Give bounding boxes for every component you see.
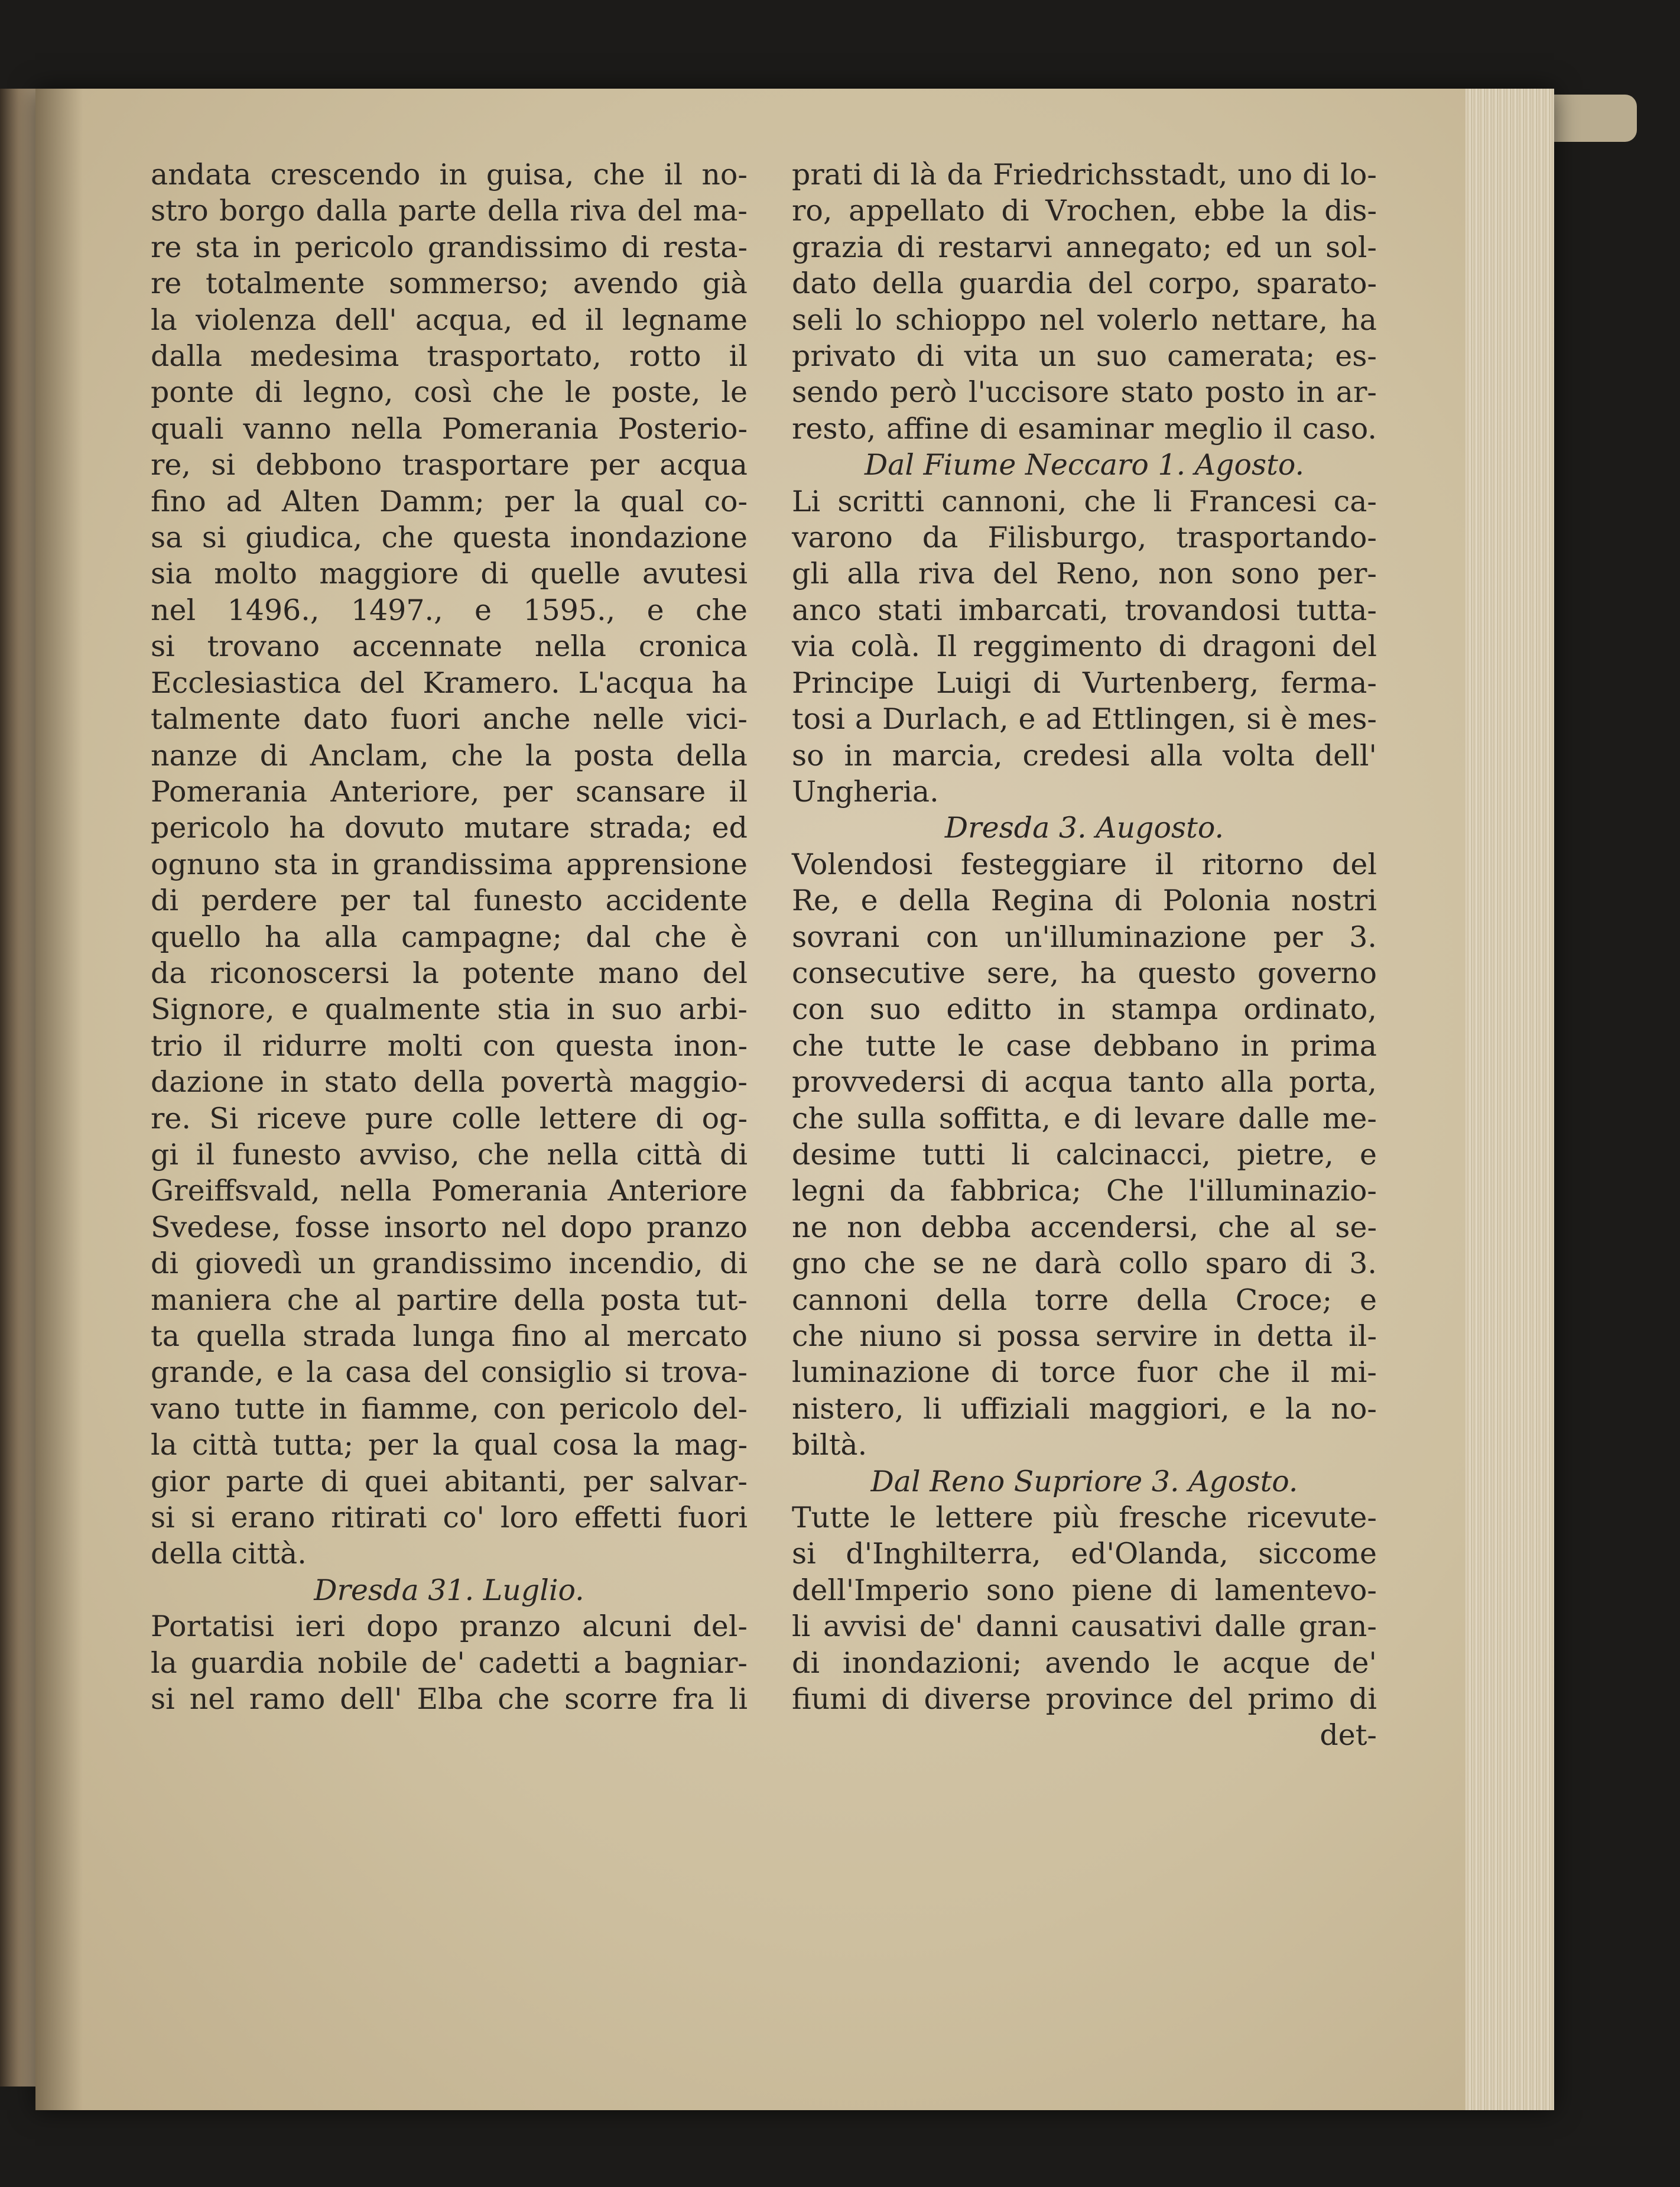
text-line: ognuno sta in grandissima apprensione <box>151 847 748 881</box>
text-line: resto, affine di esaminar meglio il caso. <box>792 411 1377 446</box>
text-line: della città. <box>151 1537 307 1571</box>
text-line: dell'Imperio sono piene di lamentevo- <box>792 1573 1377 1607</box>
text-line: si trovano accennate nella cronica <box>151 630 748 664</box>
dateline-dresda-agosto: Dresda 3. Augosto. <box>944 811 1224 845</box>
text-line: via colà. Il reggimento di dragoni del <box>792 630 1377 664</box>
text-line: re. Si riceve pure colle lettere di og- <box>151 1101 748 1135</box>
text-line: varono da Filisburgo, trasportando- <box>792 521 1377 555</box>
text-line: Re, e della Regina di Polonia nostri <box>792 884 1377 918</box>
text-line: seli lo schioppo nel volerlo nettare, ha <box>792 303 1377 337</box>
text-line: sia molto maggiore di quelle avutesi <box>151 557 748 591</box>
text-line: gior parte di quei abitanti, per salvar- <box>151 1464 748 1498</box>
text-line: anco stati imbarcati, trovandosi tutta- <box>792 593 1377 627</box>
text-line: privato di vita un suo camerata; es- <box>792 339 1377 374</box>
text-line: fiumi di diverse province del primo di <box>792 1682 1377 1716</box>
text-line: Ungheria. <box>792 774 939 809</box>
left-column <box>151 157 748 1717</box>
text-line: ponte di legno, così che le poste, le <box>151 375 748 410</box>
text-line: la città tutta; per la qual cosa la mag- <box>151 1428 748 1462</box>
text-line: provvedersi di acqua tanto alla porta, <box>792 1065 1377 1099</box>
text-line: Greiffsvald, nella Pomerania Anteriore <box>151 1174 748 1208</box>
text-line: gli alla riva del Reno, non sono per- <box>792 557 1377 591</box>
text-line: Svedese, fosse insorto nel dopo pranzo <box>151 1210 748 1244</box>
text-line: nanze di Anclam, che la posta della <box>151 738 748 773</box>
text-line: si d'Inghilterra, ed'Olanda, siccome <box>792 1537 1377 1571</box>
text-line: gi il funesto avviso, che nella città di <box>151 1137 748 1172</box>
text-line: Portatisi ieri dopo pranzo alcuni del- <box>151 1610 748 1644</box>
text-line: la violenza dell' acqua, ed il legname <box>151 303 748 337</box>
text-line: con suo editto in stampa ordinato, <box>792 992 1377 1027</box>
text-line: andata crescendo in guisa, che il no- <box>151 158 748 192</box>
text-line: trio il ridurre molti con questa inon- <box>151 1028 748 1063</box>
text-line: di giovedì un grandissimo incendio, di <box>151 1247 748 1281</box>
catchword: det- <box>1320 1718 1377 1753</box>
text-line: grande, e la casa del consiglio si trova- <box>151 1355 748 1390</box>
text-line: consecutive sere, ha questo governo <box>792 956 1377 990</box>
text-line: Volendosi festeggiare il ritorno del <box>792 847 1377 881</box>
text-line: Principe Luigi di Vurtenberg, ferma- <box>792 666 1377 700</box>
text-line: dazione in stato della povertà maggio- <box>151 1065 748 1099</box>
text-line: Li scritti cannoni, che li Francesi ca- <box>792 484 1377 518</box>
text-line: talmente dato fuori anche nelle vici- <box>151 702 748 736</box>
text-line: so in marcia, credesi alla volta dell' <box>792 738 1377 773</box>
text-line: dalla medesima trasportato, rotto il <box>151 339 748 374</box>
text-line: quali vanno nella Pomerania Posterio- <box>151 411 748 446</box>
text-line: la guardia nobile de' cadetti a bagniar- <box>151 1646 748 1680</box>
text-line: pericolo ha dovuto mutare strada; ed <box>151 811 748 845</box>
dateline-dresda-luglio: Dresda 31. Luglio. <box>314 1573 584 1607</box>
text-line: ta quella strada lunga fino al mercato <box>151 1319 748 1353</box>
text-line: prati di là da Friedrichsstadt, uno di lo- <box>792 158 1377 192</box>
text-line: vano tutte in fiamme, con pericolo del- <box>151 1391 748 1426</box>
text-line: nistero, li uffiziali maggiori, e la no- <box>792 1391 1377 1426</box>
text-line: dato della guardia del corpo, sparato- <box>792 267 1377 301</box>
right-column <box>792 157 1377 1754</box>
text-line: Pomerania Anteriore, per scansare il <box>151 774 748 809</box>
text-line: ro, appellato di Vrochen, ebbe la dis- <box>792 194 1377 228</box>
text-line: si nel ramo dell' Elba che scorre fra li <box>151 1682 748 1716</box>
text-line: re sta in pericolo grandissimo di resta- <box>151 230 748 264</box>
text-line: re, si debbono trasportare per acqua <box>151 448 748 482</box>
text-line: grazia di restarvi annegato; ed un sol- <box>792 230 1377 264</box>
text-line: di inondazioni; avendo le acque de' <box>792 1646 1377 1680</box>
text-line: legni da fabbrica; Che l'illuminazio- <box>792 1174 1377 1208</box>
text-line: gno che se ne darà collo sparo di 3. <box>792 1247 1377 1281</box>
text-line: che niuno si possa servire in detta il- <box>792 1319 1377 1353</box>
text-line: maniera che al partire della posta tut- <box>151 1283 748 1317</box>
text-line: di perdere per tal funesto accidente <box>151 884 748 918</box>
text-line: fino ad Alten Damm; per la qual co- <box>151 484 748 518</box>
text-line: ne non debba accendersi, che al se- <box>792 1210 1377 1244</box>
text-line: tosi a Durlach, e ad Ettlingen, si è mes- <box>792 702 1377 736</box>
text-line: nel 1496., 1497., e 1595., e che <box>151 593 748 627</box>
text-line: sa si giudica, che questa inondazione <box>151 521 748 555</box>
text-line: Ecclesiastica del Kramero. L'acqua ha <box>151 666 748 700</box>
text-line: cannoni della torre della Croce; e <box>792 1283 1377 1317</box>
page-gutter-shadow <box>35 89 83 2110</box>
text-line: Signore, e qualmente stia in suo arbi- <box>151 992 748 1027</box>
text-line: che sulla soffitta, e di levare dalle me- <box>792 1101 1377 1135</box>
dateline-fiume-neccaro: Dal Fiume Neccaro 1. Agosto. <box>864 448 1305 482</box>
text-line: re totalmente sommerso; avendo già <box>151 267 748 301</box>
text-line: sovrani con un'illuminazione per 3. <box>792 920 1377 954</box>
text-line: si si erano ritirati co' loro effetti fuori <box>151 1501 748 1535</box>
text-line: da riconoscersi la potente mano del <box>151 956 748 990</box>
text-line: Tutte le lettere più fresche ricevute- <box>792 1501 1377 1535</box>
text-line: biltà. <box>792 1428 867 1462</box>
text-line: desime tutti li calcinacci, pietre, e <box>792 1137 1377 1172</box>
text-line: quello ha alla campagne; dal che è <box>151 920 748 954</box>
text-line: li avvisi de' danni causativi dalle gran- <box>792 1610 1377 1644</box>
page-fore-edge <box>1465 89 1554 2110</box>
dateline-reno-supriore: Dal Reno Supriore 3. Agosto. <box>870 1464 1298 1498</box>
text-line: stro borgo dalla parte della riva del ma- <box>151 194 748 228</box>
text-line: luminazione di torce fuor che il mi- <box>792 1355 1377 1390</box>
text-line: sendo però l'uccisore stato posto in ar- <box>792 375 1377 410</box>
text-line: che tutte le case debbano in prima <box>792 1028 1377 1063</box>
